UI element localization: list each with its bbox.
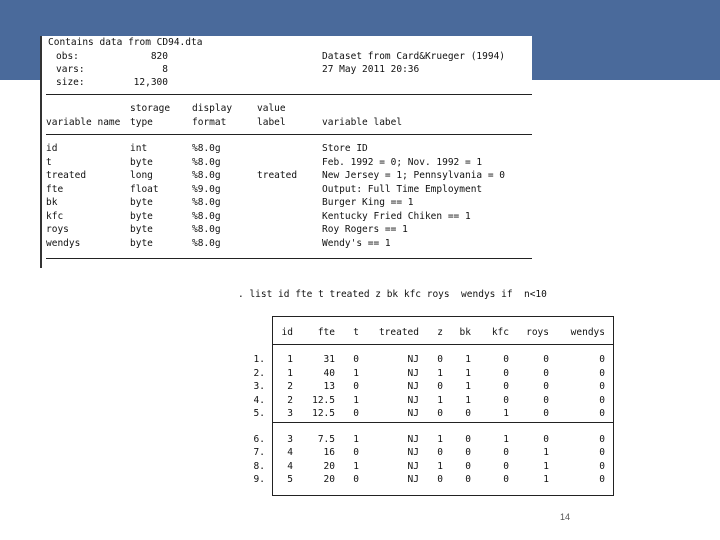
list-cell: 0 <box>465 408 471 419</box>
list-cell: 1 <box>503 408 509 419</box>
variable-name: treated <box>46 170 87 181</box>
meta-value: 8 <box>162 64 168 75</box>
describe-output-panel <box>40 36 532 268</box>
list-cell: 0 <box>503 474 509 485</box>
list-command: . list id fte t treated z bk kfc roys wendys if n<10 <box>238 289 547 300</box>
list-cell: 20 <box>323 460 335 472</box>
variable-type: byte <box>130 224 153 235</box>
variable-name: kfc <box>46 210 64 222</box>
list-column-header: wendys <box>570 327 605 338</box>
table-bottom-border <box>273 495 613 496</box>
variable-label: Store ID <box>322 143 368 154</box>
list-cell: NJ <box>407 408 419 419</box>
list-cell: 4 <box>287 460 293 472</box>
list-cell: 12.5 <box>312 394 335 406</box>
list-column-header: bk <box>459 327 471 338</box>
meta-right: Dataset from Card&Krueger (1994) <box>322 51 506 62</box>
list-cell: 0 <box>599 367 605 379</box>
list-cell: 0 <box>465 447 471 458</box>
list-cell: 0 <box>543 408 549 419</box>
list-cell: NJ <box>407 474 419 485</box>
list-cell: 0 <box>503 354 509 365</box>
list-cell: 0 <box>353 381 359 392</box>
variable-type: float <box>130 183 159 195</box>
list-cell: 0 <box>353 354 359 365</box>
variable-format: %8.0g <box>192 210 221 222</box>
list-cell: 13 <box>323 381 335 392</box>
list-cell: NJ <box>407 433 419 445</box>
column-header: variable label <box>322 117 403 128</box>
column-header: format <box>192 117 227 128</box>
variable-format: %8.0g <box>192 237 221 249</box>
row-number: 9. <box>253 474 265 485</box>
divider-line <box>46 94 532 95</box>
variable-label: Roy Rogers == 1 <box>322 224 408 235</box>
list-cell: 0 <box>353 408 359 419</box>
variable-label: New Jersey = 1; Pennsylvania = 0 <box>322 170 506 181</box>
list-cell: 1 <box>437 367 443 379</box>
list-cell: 0 <box>599 394 605 406</box>
list-cell: 1 <box>353 433 359 445</box>
list-cell: 1 <box>437 460 443 472</box>
list-cell: 0 <box>503 381 509 392</box>
variable-type: byte <box>130 197 153 208</box>
variable-type: byte <box>130 210 153 222</box>
list-cell: 0 <box>503 394 509 406</box>
row-number: 4. <box>253 394 265 406</box>
slide-number: 14 <box>560 512 571 522</box>
list-cell: 0 <box>599 408 605 419</box>
list-cell: 0 <box>437 474 443 485</box>
list-cell: 1 <box>353 367 359 379</box>
header-divider <box>273 344 613 345</box>
list-cell: 0 <box>503 447 509 458</box>
column-header: display <box>192 103 233 114</box>
meta-value: 12,300 <box>133 77 168 88</box>
row-number: 7. <box>253 447 265 458</box>
list-cell: 0 <box>465 460 471 472</box>
list-cell: 0 <box>503 460 509 472</box>
variable-format: %8.0g <box>192 224 221 235</box>
variable-format: %8.0g <box>192 170 221 181</box>
variable-label: Kentucky Fried Chiken == 1 <box>322 210 471 222</box>
list-cell: 16 <box>323 447 335 458</box>
list-cell: 1 <box>353 460 359 472</box>
list-cell: NJ <box>407 394 419 406</box>
row-number: 5. <box>253 408 265 419</box>
describe-title: Contains data from CD94.dta <box>48 37 203 48</box>
row-number: 8. <box>253 460 265 472</box>
list-column-header: fte <box>317 327 335 338</box>
list-cell: 0 <box>543 394 549 406</box>
list-column-header: kfc <box>491 327 509 338</box>
variable-format: %8.0g <box>192 197 221 208</box>
divider-line <box>46 258 532 259</box>
variable-format: %8.0g <box>192 143 221 154</box>
list-cell: 1 <box>287 367 293 379</box>
list-cell: 2 <box>287 381 293 392</box>
list-cell: 3 <box>287 433 293 445</box>
row-number: 6. <box>253 433 265 445</box>
column-header: type <box>130 117 153 128</box>
list-cell: NJ <box>407 367 419 379</box>
variable-label: Feb. 1992 = 0; Nov. 1992 = 1 <box>322 156 483 168</box>
list-cell: 0 <box>437 408 443 419</box>
list-cell: 1 <box>287 354 293 365</box>
list-cell: NJ <box>407 381 419 392</box>
row-number: 1. <box>253 354 265 365</box>
list-cell: 40 <box>323 367 335 379</box>
variable-name: id <box>46 143 58 154</box>
row-number: 3. <box>253 381 265 392</box>
list-cell: 0 <box>543 367 549 379</box>
variable-vlabel: treated <box>257 170 298 181</box>
variable-type: byte <box>130 237 153 249</box>
variable-type: long <box>130 170 153 181</box>
variable-label: Burger King == 1 <box>322 197 414 208</box>
column-header: storage <box>130 103 171 114</box>
divider-line <box>46 134 532 135</box>
variable-name: wendys <box>46 237 81 249</box>
list-cell: 2 <box>287 394 293 406</box>
list-cell: 5 <box>287 474 293 485</box>
list-column-header: t <box>353 327 359 338</box>
list-cell: 0 <box>599 474 605 485</box>
table-top-border <box>273 316 613 317</box>
list-cell: 0 <box>503 367 509 379</box>
meta-right: 27 May 2011 20:36 <box>322 64 420 75</box>
list-cell: 1 <box>353 394 359 406</box>
list-cell: 0 <box>437 354 443 365</box>
variable-type: byte <box>130 156 153 168</box>
variable-name: bk <box>46 197 58 208</box>
list-column-header: z <box>437 327 443 338</box>
list-cell: 1 <box>465 367 471 379</box>
variable-name: roys <box>46 224 69 235</box>
list-cell: 12.5 <box>312 408 335 419</box>
list-cell: 0 <box>599 381 605 392</box>
list-cell: 1 <box>543 447 549 458</box>
list-cell: 0 <box>353 474 359 485</box>
list-cell: 3 <box>287 408 293 419</box>
list-column-header: treated <box>378 327 419 338</box>
variable-name: t <box>46 156 52 168</box>
list-cell: 0 <box>543 433 549 445</box>
list-cell: 1 <box>503 433 509 445</box>
column-header: value <box>257 103 286 114</box>
variable-format: %8.0g <box>192 156 221 168</box>
column-header: variable name <box>46 117 121 128</box>
list-cell: 0 <box>599 433 605 445</box>
list-cell: NJ <box>407 354 419 365</box>
meta-key: obs: <box>56 51 79 62</box>
list-output-table <box>253 316 614 496</box>
group-divider <box>273 422 613 423</box>
row-number: 2. <box>253 367 265 379</box>
list-cell: 0 <box>599 460 605 472</box>
list-cell: 1 <box>437 433 443 445</box>
list-cell: 31 <box>323 354 335 365</box>
list-cell: 20 <box>323 474 335 485</box>
variable-label: Wendy's == 1 <box>322 237 391 249</box>
list-cell: NJ <box>407 447 419 458</box>
list-cell: 0 <box>543 381 549 392</box>
list-cell: 1 <box>543 474 549 485</box>
list-cell: 0 <box>465 474 471 485</box>
list-cell: 0 <box>599 354 605 365</box>
variable-name: fte <box>46 183 64 195</box>
list-cell: 0 <box>353 447 359 458</box>
list-cell: 0 <box>465 433 471 445</box>
list-column-header: id <box>281 327 293 338</box>
meta-key: vars: <box>56 64 85 75</box>
list-cell: 1 <box>465 394 471 406</box>
list-column-header: roys <box>526 327 549 338</box>
list-cell: 1 <box>465 381 471 392</box>
variable-label: Output: Full Time Employment <box>322 183 483 195</box>
variable-format: %9.0g <box>192 183 221 195</box>
list-cell: 0 <box>437 381 443 392</box>
list-cell: 7.5 <box>317 433 335 445</box>
list-cell: 4 <box>287 447 293 458</box>
column-header: label <box>257 117 286 128</box>
list-cell: 1 <box>543 460 549 472</box>
variable-type: int <box>130 143 148 154</box>
list-cell: 1 <box>437 394 443 406</box>
meta-value: 820 <box>150 51 168 62</box>
meta-key: size: <box>56 77 85 88</box>
list-cell: 0 <box>599 447 605 458</box>
list-cell: 0 <box>543 354 549 365</box>
list-cell: NJ <box>407 460 419 472</box>
list-cell: 0 <box>437 447 443 458</box>
list-cell: 1 <box>465 354 471 365</box>
